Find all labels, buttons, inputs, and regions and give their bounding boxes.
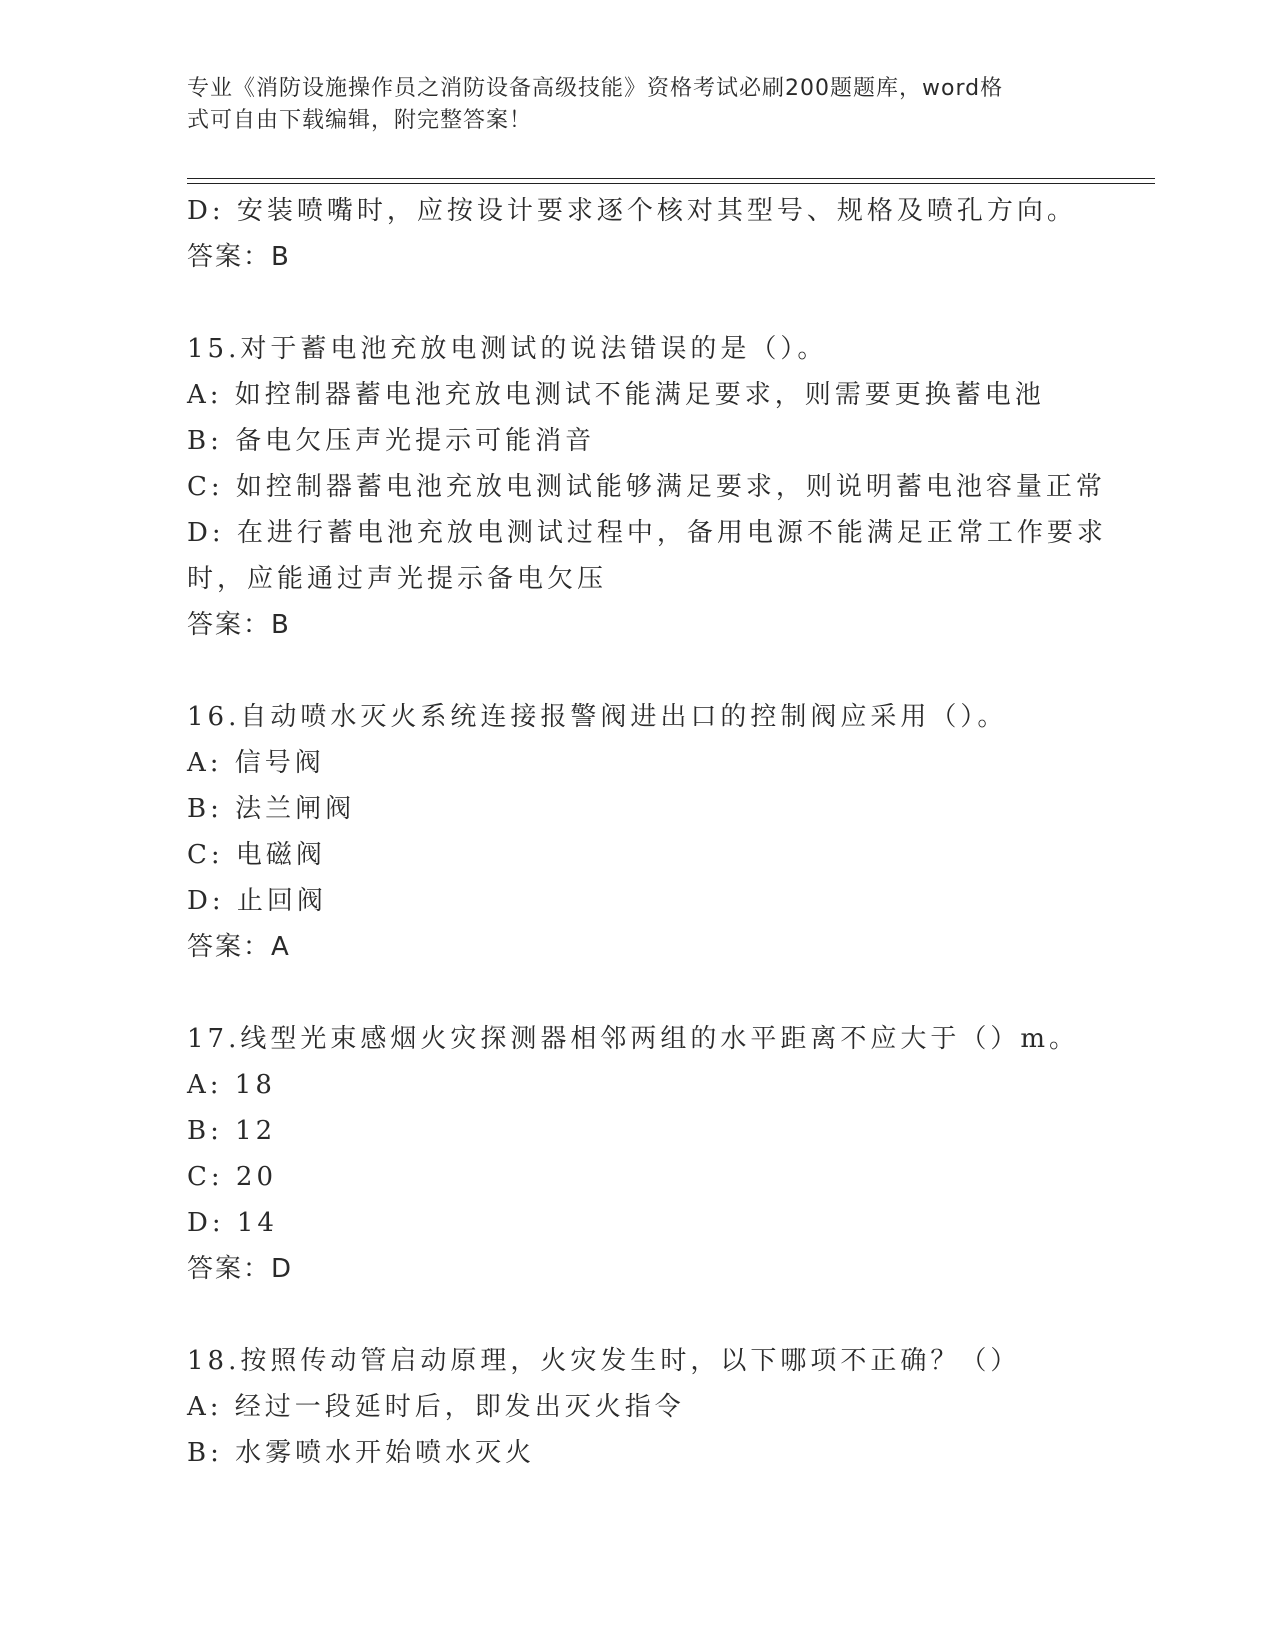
- prev-answer: 答案：B: [187, 242, 291, 272]
- question-15-option-b: B: 备电欠压声光提示可能消音: [187, 426, 596, 456]
- spacer: [187, 1292, 1087, 1338]
- question-17-option-a: A: 18: [187, 1070, 276, 1100]
- question-15-stem: 15.对于蓄电池充放电测试的说法错误的是（）。: [187, 334, 828, 364]
- spacer: [187, 648, 1087, 694]
- question-18-stem: 18.按照传动管启动原理，火灾发生时，以下哪项不正确？（）: [187, 1346, 1021, 1376]
- question-17-option-c: C: 20: [187, 1162, 278, 1192]
- header-line-1: 专业《消防设施操作员之消防设备高级技能》资格考试必刷200题题库，word格: [187, 76, 1004, 101]
- question-15-option-a: A: 如控制器蓄电池充放电测试不能满足要求，则需要更换蓄电池: [187, 380, 1045, 410]
- header-line-2: 式可自由下载编辑，附完整答案！: [187, 108, 533, 133]
- question-17-option-b: B: 12: [187, 1116, 277, 1146]
- question-15-option-d-cont: 时，应能通过声光提示备电欠压: [187, 564, 608, 594]
- question-17-answer: 答案：D: [187, 1254, 294, 1284]
- question-16-answer: 答案：A: [187, 932, 291, 962]
- spacer: [187, 280, 1087, 326]
- question-18-option-b: B: 水雾喷水开始喷水灭火: [187, 1438, 536, 1468]
- question-15-option-c: C: 如控制器蓄电池充放电测试能够满足要求，则说明蓄电池容量正常: [187, 472, 1106, 502]
- question-17-stem: 17.线型光束感烟火灾探测器相邻两组的水平距离不应大于（）m。: [187, 1024, 1080, 1054]
- question-15-option-d: D: 在进行蓄电池充放电测试过程中，备用电源不能满足正常工作要求: [187, 518, 1107, 548]
- header-divider-bottom: [187, 183, 1155, 184]
- question-16-stem: 16.自动喷水灭火系统连接报警阀进出口的控制阀应采用（）。: [187, 702, 1008, 732]
- document-header: [187, 73, 1087, 137]
- question-17-option-d: D: 14: [187, 1208, 278, 1238]
- question-16-option-d: D: 止回阀: [187, 886, 327, 916]
- question-15-answer: 答案：B: [187, 610, 291, 640]
- question-18-option-a: A: 经过一段延时后，即发出灭火指令: [187, 1392, 685, 1422]
- question-content: [187, 188, 1107, 1476]
- question-16-option-b: B: 法兰闸阀: [187, 794, 356, 824]
- question-16-option-c: C: 电磁阀: [187, 840, 326, 870]
- prev-option-d: D: 安装喷嘴时，应按设计要求逐个核对其型号、规格及喷孔方向。: [187, 196, 1077, 226]
- header-divider-top: [187, 178, 1155, 179]
- question-16-option-a: A: 信号阀: [187, 748, 325, 778]
- spacer: [187, 970, 1087, 1016]
